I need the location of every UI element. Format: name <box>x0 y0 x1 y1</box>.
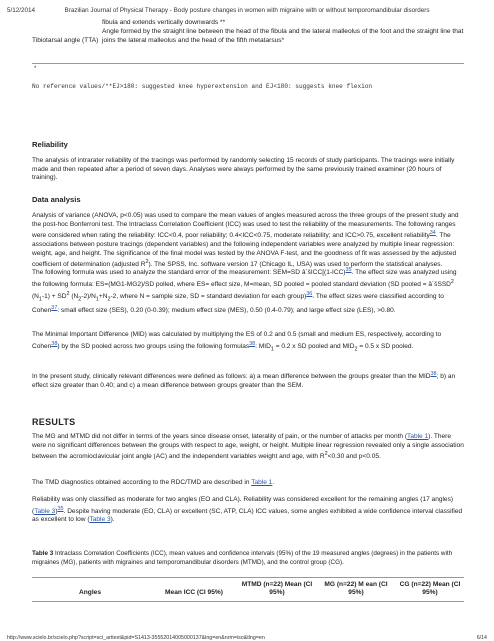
data-analysis-heading: Data analysis <box>32 195 81 204</box>
table-asterisk: * <box>34 66 37 72</box>
page-title: Brazilian Journal of Physical Therapy - Body posture changes in women with migraine with or without temporomandibular disorders <box>64 7 430 14</box>
table-rule <box>32 63 464 64</box>
table-3-caption: Table 3 Intraclass Correlation Coefficients (ICC), mean values and confidence intervals (95%) of the 19 measured angles (degrees) in the patients with migraines (MG), patients with migraines and temporomandibular disorders (MTMD), and the control group (CG). <box>32 550 453 566</box>
table-1-link-2[interactable]: Table 1 <box>251 479 273 486</box>
reliability-heading: Reliability <box>32 140 68 149</box>
header-cg: CG (n=22) Mean (CI 95%) <box>399 581 461 597</box>
ref-37-link[interactable]: 37 <box>51 304 58 311</box>
table-3-top-rule <box>32 577 464 578</box>
results-p1: The MG and MTMD did not differ in terms of the years since disease onset, laterality of pain, or the number of attacks per month (Table 1). There were no significant differences between the groups with respect to age, weight, or height. Multiple linear regression revealed only a single association between the acromioclavicular joint angle (AC) and the independent variables weight and age, with $R^2<0.30$ and p<0.05. <box>32 433 464 461</box>
table-3-header-rule <box>32 601 464 602</box>
row-description: Angle formed by the straight line between the head of the fibula and the lateral malleolus of the foot and the straight line that joins the lateral malleolus and the head of the fifth metatarsus* <box>102 28 464 44</box>
ref-38-link-2[interactable]: 38 <box>249 340 256 347</box>
row-label: Tibiotarsal angle (TTA) <box>32 37 99 45</box>
header-mean-icc: Mean ICC (CI 95%) <box>165 589 223 596</box>
header-mg: MG (n=22) M ean (CI 95%) <box>324 581 388 597</box>
table-3-link-2[interactable]: Table 3 <box>89 516 111 524</box>
table-top-continuation <box>32 19 464 46</box>
print-date: 5/12/2014 <box>7 7 36 14</box>
data-analysis-p1: Analysis of variance (ANOVA, p<0.05) was used to compare the mean values of angles measured across the three groups of the present study and the post-hoc Bonferroni test. The Intraclass Correlation Coefficient (ICC) was used to test the reliability of the measurements. The following ranges were considered when rating the reliability: ICC<0.4, poor reliability; 0.4<ICC<0.75, moderate reliability; and ICC>0.75, excellent reliability$^{34}$. The associations between posture tracings (dependent variables) and the following independent variables were analyzed by multiple linear regression: weight, age, and height. The significance of the final model was tested by the ANOVA F-test, and the goodness of fit was assessed by the adjusted coefficient of determination (adjusted $R^2$). The SPSS, Inc. software version 17 (Chicago IL, USA) was used to perform the statistical analyses. <box>32 212 459 269</box>
ref-34-link[interactable]: 34 <box>429 230 436 237</box>
data-analysis-p2: The following formula was used to analyze the standard error of the measurement: SEM=SD $â´šICC[(1-ICC)^{35}$. The effect size was analyzed using the following formula: ES=(MG1-MG2)/SD polled, where ES= effect size, M=mean, SD pooled = pooled standard deviation (SD pooled = â´šSSD$^2$ $(N_1-1) + SD^2$ $(N_2-2)/N_1+N_2-2$, where N = sample size, SD = standard deviation for each group)$^{36}$. The effect sizes were classified according to Cohen$^{37}$: small effect size (SES), 0.20 (0-0.39); medium effect size (MES), 0.50 (0.4-0.79); and large effect size (LES), >0.80. <box>32 267 457 314</box>
ref-35-link-2[interactable]: 35 <box>57 505 64 512</box>
table-3-link[interactable]: Table 3 <box>34 507 56 515</box>
table-row <box>32 28 464 45</box>
table-footnote: No reference values/**EJ>180: suggested knee hyperextension and EJ<180: suggests knee flexion <box>32 83 373 90</box>
header-mtmd: MTMD (n=22) Mean (CI 95%) <box>241 581 313 597</box>
ref-35-link[interactable]: 35 <box>345 267 352 273</box>
results-heading: RESULTS <box>32 417 76 427</box>
table-1-link[interactable]: Table 1 <box>407 433 429 440</box>
data-analysis-p4: In the present study, clinically relevant differences were defined as follows: a) a mean difference between the groups greater than the MID$^{38}$; b) an effect size greater than 0.40; and c) a mean difference between groups greater than the SEM. <box>32 371 456 389</box>
ref-38-link-3[interactable]: 38 <box>430 371 437 377</box>
results-p2: The TMD diagnostics obtained according to the RDC/TMD are described in Table 1. <box>32 479 275 486</box>
header-angles: Angles <box>79 589 101 596</box>
data-analysis-p3: The Minimal Important Difference (MID) was calculated by multiplying the ES of 0.2 and 0.5 (small and medium ES, respectively, according to Cohen$^{38}$) by the SD pooled across two groups using the following formulas$^{38}$: $MID_1 = 0.2$ x SD pooled and $MID_2 = 0.5$ x SD pooled. <box>32 331 442 353</box>
page-url: http://www.scielo.br/scielo.php?script=sci_arttext&pid=S1413-35552014005000137&lng=en&nrm=iso&tlng=en <box>7 635 265 641</box>
ref-38-link[interactable]: 38 <box>51 340 58 347</box>
page-number: 6/14 <box>476 635 487 641</box>
table-fragment: fibula and extends vertically downwards ** <box>102 19 226 26</box>
reliability-text <box>32 157 464 183</box>
ref-36-link[interactable]: 36 <box>306 290 313 297</box>
results-p3: Reliability was only classified as moderate for two angles (EO and CLA). Reliability was considered excellent for the remaining angles (17 angles) (Table 3)$^{35}$. Despite having moderate (EO, CLA) or excellent (SC, ATP, CLA) ICC values, some angles exhibited a wide confidence interval classified as excellent to low (Table 3). <box>32 496 463 524</box>
reliability-paragraph: The analysis of intrarater reliability of the tracings was performed by randomly selecting 15 records of study participants. The tracings were initially made and then repeated after a period of seven days. Analyses were always performed by the same previously trained examiner (20 hours of training). <box>32 157 455 182</box>
